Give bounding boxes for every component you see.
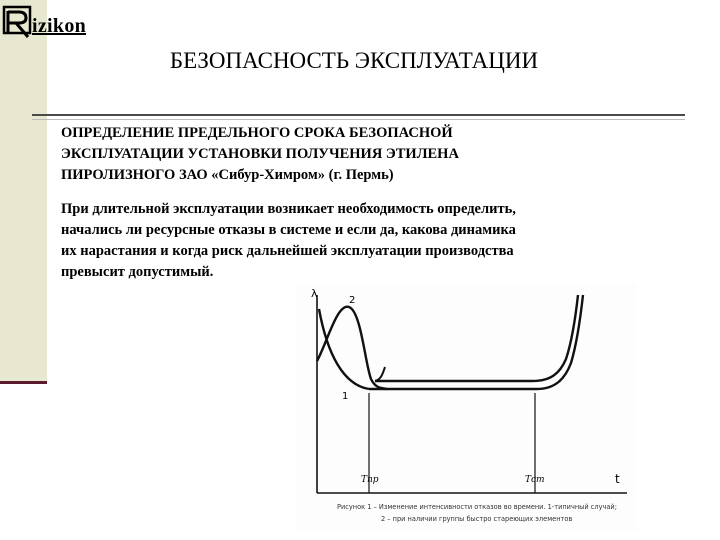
curve-1-label: 1 <box>342 391 349 402</box>
left-band-accent-line <box>0 381 47 384</box>
page-title: БЕЗОПАСНОСТЬ ЭКСПЛУАТАЦИИ <box>169 48 539 73</box>
rizikon-logo-icon <box>2 4 36 40</box>
paragraph-line: их нарастания и когда риск дальнейшей эксплуатации производства <box>61 243 514 259</box>
t-pr-label: Tпр <box>361 475 379 485</box>
paragraph-line: начались ли ресурсные отказы в системе и если да, какова динамика <box>61 222 516 238</box>
heading-line: ЭКСПЛУАТАЦИИ УСТАНОВКИ ПОЛУЧЕНИЯ ЭТИЛЕНА <box>61 146 459 162</box>
heading-line: ПИРОЛИЗНОГО ЗАО «Сибур-Химром» (г. Пермь) <box>61 167 394 183</box>
figure-caption-line: 2 – при наличии группы быстро стареющих элементов <box>381 515 573 523</box>
rizikon-logo <box>2 4 112 40</box>
x-axis-label: t <box>615 472 620 486</box>
paragraph-line: При длительной эксплуатации возникает необходимость определить, <box>61 201 516 217</box>
failure-rate-figure <box>297 283 637 531</box>
t-st-label: Tст <box>525 475 545 485</box>
title-divider <box>32 114 685 116</box>
curve-1-early <box>319 309 369 389</box>
curve-2 <box>317 307 387 389</box>
heading-line: ОПРЕДЕЛЕНИЕ ПРЕДЕЛЬНОГО СРОКА БЕЗОПАСНОЙ <box>61 125 453 141</box>
bathtub-outer <box>369 295 583 389</box>
logo-text: izikon <box>32 15 87 37</box>
bathtub-inner <box>375 295 578 381</box>
curve-join <box>375 367 385 381</box>
title-divider-light <box>32 119 685 120</box>
section-heading <box>61 123 701 186</box>
y-axis-label: λ <box>311 287 318 300</box>
figure-caption-line: Рисунок 1 – Изменение интенсивности отказов во времени. 1-типичный случай; <box>337 503 617 511</box>
curve-2-label: 2 <box>349 295 356 306</box>
bathtub-curve-diagram <box>297 283 637 531</box>
body-paragraph <box>61 199 711 283</box>
paragraph-line: превысит допустимый. <box>61 264 214 280</box>
